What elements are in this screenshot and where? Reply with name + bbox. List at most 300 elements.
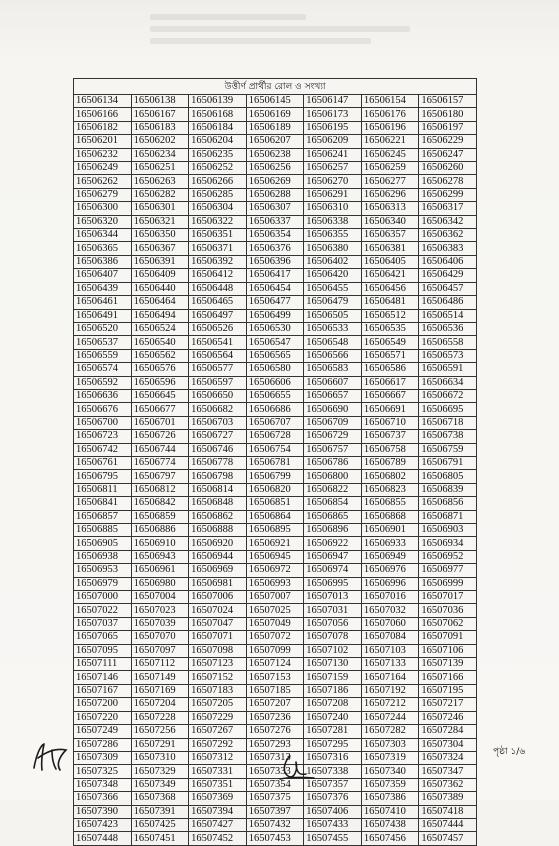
roll-number-cell: 16506533 <box>304 322 362 335</box>
roll-number-cell: 16506571 <box>361 349 419 362</box>
roll-number-cell: 16507390 <box>74 805 132 818</box>
roll-number-cell: 16506279 <box>74 188 132 201</box>
roll-number-cell: 16506455 <box>304 282 362 295</box>
roll-number-cell: 16507348 <box>74 778 132 791</box>
roll-number-cell: 16506229 <box>419 135 477 148</box>
roll-number-cell: 16506667 <box>361 389 419 402</box>
roll-number-cell: 16506405 <box>361 255 419 268</box>
roll-number-cell: 16506961 <box>131 564 189 577</box>
table-row <box>74 430 477 443</box>
roll-number-cell: 16506848 <box>189 497 247 510</box>
roll-number-cell: 16506260 <box>419 162 477 175</box>
roll-number-cell: 16507153 <box>246 671 304 684</box>
roll-number-cell: 16507293 <box>246 738 304 751</box>
roll-number-cell: 16506820 <box>246 483 304 496</box>
roll-number-cell: 16506497 <box>189 309 247 322</box>
roll-number-cell: 16507169 <box>131 684 189 697</box>
table-row <box>74 725 477 738</box>
table-body <box>74 95 477 846</box>
roll-number-cell: 16506597 <box>189 376 247 389</box>
table-row <box>74 121 477 134</box>
table-row <box>74 296 477 309</box>
roll-number-cell: 16506464 <box>131 296 189 309</box>
roll-number-cell: 16507228 <box>131 711 189 724</box>
table-header-row <box>74 79 477 95</box>
roll-number-cell: 16506938 <box>74 550 132 563</box>
roll-number-cell: 16506439 <box>74 282 132 295</box>
roll-number-cell: 16506288 <box>246 188 304 201</box>
roll-number-cell: 16506855 <box>361 497 419 510</box>
roll-number-cell: 16506285 <box>189 188 247 201</box>
roll-number-cell: 16506494 <box>131 309 189 322</box>
table-row <box>74 483 477 496</box>
roll-number-cell: 16507425 <box>131 818 189 831</box>
roll-number-cell: 16506744 <box>131 443 189 456</box>
roll-number-cell: 16506396 <box>246 255 304 268</box>
roll-number-cell: 16506802 <box>361 470 419 483</box>
roll-number-cell: 16506947 <box>304 550 362 563</box>
roll-number-cell: 16506607 <box>304 376 362 389</box>
roll-number-cell: 16507031 <box>304 604 362 617</box>
table-row <box>74 403 477 416</box>
roll-number-cell: 16507084 <box>361 631 419 644</box>
roll-number-cell: 16506757 <box>304 443 362 456</box>
roll-number-cell: 16506337 <box>246 215 304 228</box>
roll-number-cell: 16506691 <box>361 403 419 416</box>
roll-number-cell: 16506157 <box>419 95 477 108</box>
roll-number-cell: 16506868 <box>361 510 419 523</box>
roll-number-cell: 16506440 <box>131 282 189 295</box>
roll-number-cell: 16507167 <box>74 684 132 697</box>
table-row <box>74 95 477 108</box>
roll-number-cell: 16506798 <box>189 470 247 483</box>
roll-number-cell: 16507130 <box>304 658 362 671</box>
roll-number-cell: 16507448 <box>74 832 132 845</box>
roll-number-cell: 16507347 <box>419 765 477 778</box>
roll-number-cell: 16506262 <box>74 175 132 188</box>
roll-number-cell: 16506479 <box>304 296 362 309</box>
roll-number-cell: 16507452 <box>189 832 247 845</box>
roll-number-cell: 16507133 <box>361 658 419 671</box>
roll-number-cell: 16507267 <box>189 725 247 738</box>
roll-number-cell: 16506573 <box>419 349 477 362</box>
roll-number-cell: 16507256 <box>131 725 189 738</box>
roll-number-cell: 16507368 <box>131 792 189 805</box>
roll-number-cell: 16506234 <box>131 148 189 161</box>
roll-number-cell: 16507103 <box>361 644 419 657</box>
roll-number-cell: 16506707 <box>246 416 304 429</box>
roll-number-cell: 16506269 <box>246 175 304 188</box>
roll-number-cell: 16506636 <box>74 389 132 402</box>
roll-number-cell: 16507037 <box>74 617 132 630</box>
roll-number-cell: 16507240 <box>304 711 362 724</box>
roll-number-cell: 16506299 <box>419 188 477 201</box>
roll-number-cell: 16507406 <box>304 805 362 818</box>
roll-number-cell: 16506862 <box>189 510 247 523</box>
roll-number-cell: 16507438 <box>361 818 419 831</box>
roll-number-cell: 16506207 <box>246 135 304 148</box>
roll-number-cell: 16507146 <box>74 671 132 684</box>
roll-number-cell: 16507007 <box>246 591 304 604</box>
table-row <box>74 792 477 805</box>
roll-number-cell: 16506952 <box>419 550 477 563</box>
roll-number-cell: 16506905 <box>74 537 132 550</box>
roll-number-cell: 16507369 <box>189 792 247 805</box>
roll-number-cell: 16507313 <box>246 751 304 764</box>
roll-number-cell: 16506650 <box>189 389 247 402</box>
roll-number-cell: 16507433 <box>304 818 362 831</box>
roll-number-cell: 16507333 <box>246 765 304 778</box>
table-row <box>74 631 477 644</box>
roll-number-cell: 16507112 <box>131 658 189 671</box>
roll-number-cell: 16506701 <box>131 416 189 429</box>
roll-number-cell: 16506993 <box>246 577 304 590</box>
roll-number-cell: 16506232 <box>74 148 132 161</box>
roll-number-cell: 16507451 <box>131 832 189 845</box>
roll-number-cell: 16506910 <box>131 537 189 550</box>
roll-number-cell: 16506263 <box>131 175 189 188</box>
roll-number-cell: 16506933 <box>361 537 419 550</box>
roll-number-cell: 16507418 <box>419 805 477 818</box>
roll-number-cell: 16506797 <box>131 470 189 483</box>
roll-number-cell: 16506617 <box>361 376 419 389</box>
roll-number-cell: 16506823 <box>361 483 419 496</box>
roll-number-cell: 16506781 <box>246 456 304 469</box>
roll-number-cell: 16506202 <box>131 135 189 148</box>
roll-number-cell: 16507095 <box>74 644 132 657</box>
roll-number-cell: 16506953 <box>74 564 132 577</box>
roll-number-cell: 16507192 <box>361 684 419 697</box>
table-row <box>74 591 477 604</box>
roll-number-cell: 16506864 <box>246 510 304 523</box>
roll-number-cell: 16506822 <box>304 483 362 496</box>
roll-number-cell: 16506949 <box>361 550 419 563</box>
roll-number-cell: 16506238 <box>246 148 304 161</box>
roll-number-cell: 16506291 <box>304 188 362 201</box>
roll-number-cell: 16506169 <box>246 108 304 121</box>
roll-number-cell: 16506703 <box>189 416 247 429</box>
roll-number-cell: 16507212 <box>361 698 419 711</box>
roll-number-cell: 16507123 <box>189 658 247 671</box>
roll-number-cell: 16507432 <box>246 818 304 831</box>
roll-number-cell: 16507072 <box>246 631 304 644</box>
roll-number-cell: 16506402 <box>304 255 362 268</box>
roll-number-cell: 16506690 <box>304 403 362 416</box>
table-header: উত্তীর্ণ প্রার্থীর রোল ও সংখ্যা <box>74 79 477 95</box>
roll-number-cell: 16507070 <box>131 631 189 644</box>
roll-number-cell: 16507281 <box>304 725 362 738</box>
roll-number-cell: 16507312 <box>189 751 247 764</box>
roll-number-cell: 16507195 <box>419 684 477 697</box>
roll-number-cell: 16506350 <box>131 229 189 242</box>
table-row <box>74 456 477 469</box>
roll-number-cell: 16506839 <box>419 483 477 496</box>
roll-number-cell: 16506537 <box>74 336 132 349</box>
roll-number-cell: 16506857 <box>74 510 132 523</box>
roll-number-table <box>73 78 477 846</box>
roll-number-cell: 16506138 <box>131 95 189 108</box>
roll-number-cell: 16507099 <box>246 644 304 657</box>
roll-number-cell: 16506307 <box>246 202 304 215</box>
table-row <box>74 805 477 818</box>
roll-number-cell: 16506842 <box>131 497 189 510</box>
roll-number-cell: 16506851 <box>246 497 304 510</box>
table-row <box>74 604 477 617</box>
roll-number-cell: 16507047 <box>189 617 247 630</box>
roll-number-cell: 16506505 <box>304 309 362 322</box>
roll-number-cell: 16506811 <box>74 483 132 496</box>
roll-number-cell: 16506976 <box>361 564 419 577</box>
roll-number-cell: 16507397 <box>246 805 304 818</box>
roll-number-cell: 16506383 <box>419 242 477 255</box>
roll-number-cell: 16507056 <box>304 617 362 630</box>
roll-number-cell: 16506548 <box>304 336 362 349</box>
roll-number-cell: 16507357 <box>304 778 362 791</box>
roll-number-cell: 16506540 <box>131 336 189 349</box>
roll-number-cell: 16507023 <box>131 604 189 617</box>
roll-number-cell: 16507349 <box>131 778 189 791</box>
roll-number-cell: 16507338 <box>304 765 362 778</box>
roll-number-cell: 16506977 <box>419 564 477 577</box>
roll-number-cell: 16506577 <box>189 363 247 376</box>
roll-number-cell: 16506204 <box>189 135 247 148</box>
roll-number-cell: 16506922 <box>304 537 362 550</box>
roll-number-cell: 16507303 <box>361 738 419 751</box>
table-row <box>74 738 477 751</box>
roll-number-cell: 16506655 <box>246 389 304 402</box>
roll-number-cell: 16507013 <box>304 591 362 604</box>
roll-number-cell: 16507183 <box>189 684 247 697</box>
table-row <box>74 148 477 161</box>
roll-number-cell: 16506196 <box>361 121 419 134</box>
roll-number-cell: 16507164 <box>361 671 419 684</box>
roll-number-cell: 16506742 <box>74 443 132 456</box>
roll-number-cell: 16507024 <box>189 604 247 617</box>
roll-number-cell: 16506565 <box>246 349 304 362</box>
roll-number-cell: 16506195 <box>304 121 362 134</box>
roll-number-cell: 16506746 <box>189 443 247 456</box>
roll-number-cell: 16506168 <box>189 108 247 121</box>
table-row <box>74 617 477 630</box>
roll-number-cell: 16506477 <box>246 296 304 309</box>
roll-number-cell: 16507319 <box>361 751 419 764</box>
roll-number-cell: 16506943 <box>131 550 189 563</box>
roll-number-cell: 16507036 <box>419 604 477 617</box>
table-row <box>74 550 477 563</box>
roll-number-cell: 16507016 <box>361 591 419 604</box>
roll-number-cell: 16506270 <box>304 175 362 188</box>
roll-number-cell: 16506407 <box>74 269 132 282</box>
roll-number-cell: 16506591 <box>419 363 477 376</box>
roll-number-cell: 16506564 <box>189 349 247 362</box>
roll-number-cell: 16506249 <box>74 162 132 175</box>
roll-number-cell: 16506180 <box>419 108 477 121</box>
roll-number-cell: 16506412 <box>189 269 247 282</box>
roll-number-cell: 16507111 <box>74 658 132 671</box>
table-row <box>74 229 477 242</box>
roll-number-cell: 16507304 <box>419 738 477 751</box>
roll-number-cell: 16506729 <box>304 430 362 443</box>
roll-number-cell: 16506486 <box>419 296 477 309</box>
roll-number-cell: 16507366 <box>74 792 132 805</box>
roll-number-cell: 16507152 <box>189 671 247 684</box>
roll-number-cell: 16506921 <box>246 537 304 550</box>
roll-number-cell: 16506979 <box>74 577 132 590</box>
roll-number-cell: 16507423 <box>74 818 132 831</box>
roll-number-cell: 16507389 <box>419 792 477 805</box>
roll-number-cell: 16506420 <box>304 269 362 282</box>
roll-number-cell: 16506606 <box>246 376 304 389</box>
roll-number-cell: 16506886 <box>131 524 189 537</box>
roll-number-cell: 16506723 <box>74 430 132 443</box>
roll-number-cell: 16506241 <box>304 148 362 161</box>
table-row <box>74 322 477 335</box>
table-row <box>74 443 477 456</box>
table-row <box>74 282 477 295</box>
bleed-through-text <box>150 8 410 68</box>
roll-number-cell: 16507427 <box>189 818 247 831</box>
roll-number-cell: 16506737 <box>361 430 419 443</box>
roll-number-cell: 16506634 <box>419 376 477 389</box>
roll-number-cell: 16506799 <box>246 470 304 483</box>
roll-number-cell: 16507022 <box>74 604 132 617</box>
roll-number-cell: 16506355 <box>304 229 362 242</box>
table-row <box>74 349 477 362</box>
roll-number-cell: 16506795 <box>74 470 132 483</box>
roll-number-cell: 16506576 <box>131 363 189 376</box>
roll-number-cell: 16507186 <box>304 684 362 697</box>
roll-number-cell: 16506672 <box>419 389 477 402</box>
roll-number-cell: 16506417 <box>246 269 304 282</box>
roll-number-cell: 16506322 <box>189 215 247 228</box>
table-row <box>74 537 477 550</box>
roll-number-cell: 16507276 <box>246 725 304 738</box>
roll-number-cell: 16506184 <box>189 121 247 134</box>
roll-number-cell: 16507200 <box>74 698 132 711</box>
roll-number-cell: 16506895 <box>246 524 304 537</box>
roll-number-cell: 16507124 <box>246 658 304 671</box>
roll-number-cell: 16506856 <box>419 497 477 510</box>
roll-number-cell: 16506778 <box>189 456 247 469</box>
roll-number-cell: 16506259 <box>361 162 419 175</box>
roll-number-cell: 16506759 <box>419 443 477 456</box>
roll-number-cell: 16506176 <box>361 108 419 121</box>
roll-number-cell: 16506354 <box>246 229 304 242</box>
roll-number-cell: 16507455 <box>304 832 362 845</box>
roll-number-cell: 16507217 <box>419 698 477 711</box>
roll-number-cell: 16506197 <box>419 121 477 134</box>
roll-number-cell: 16507062 <box>419 617 477 630</box>
roll-number-cell: 16506310 <box>304 202 362 215</box>
table-row <box>74 765 477 778</box>
roll-number-cell: 16507102 <box>304 644 362 657</box>
roll-number-cell: 16507078 <box>304 631 362 644</box>
roll-number-cell: 16507325 <box>74 765 132 778</box>
table-row <box>74 832 477 845</box>
roll-number-cell: 16506657 <box>304 389 362 402</box>
roll-number-cell: 16506320 <box>74 215 132 228</box>
roll-number-cell: 16506981 <box>189 577 247 590</box>
table-row <box>74 497 477 510</box>
roll-number-cell: 16506920 <box>189 537 247 550</box>
roll-number-cell: 16506574 <box>74 363 132 376</box>
roll-number-cell: 16506677 <box>131 403 189 416</box>
roll-number-cell: 16506526 <box>189 322 247 335</box>
roll-number-cell: 16507359 <box>361 778 419 791</box>
roll-number-cell: 16506317 <box>419 202 477 215</box>
roll-number-cell: 16507444 <box>419 818 477 831</box>
roll-number-cell: 16507006 <box>189 591 247 604</box>
roll-number-cell: 16506456 <box>361 282 419 295</box>
roll-number-cell: 16507391 <box>131 805 189 818</box>
roll-number-cell: 16507032 <box>361 604 419 617</box>
roll-number-cell: 16506865 <box>304 510 362 523</box>
roll-number-cell: 16506465 <box>189 296 247 309</box>
roll-number-cell: 16506854 <box>304 497 362 510</box>
roll-number-cell: 16506491 <box>74 309 132 322</box>
roll-number-cell: 16507025 <box>246 604 304 617</box>
table-row <box>74 658 477 671</box>
table-row <box>74 376 477 389</box>
roll-number-cell: 16507000 <box>74 591 132 604</box>
roll-number-cell: 16507329 <box>131 765 189 778</box>
table-row <box>74 564 477 577</box>
roll-number-cell: 16506974 <box>304 564 362 577</box>
roll-number-cell: 16506754 <box>246 443 304 456</box>
roll-number-cell: 16506145 <box>246 95 304 108</box>
roll-number-cell: 16506761 <box>74 456 132 469</box>
roll-number-cell: 16507249 <box>74 725 132 738</box>
table-row <box>74 135 477 148</box>
table-row <box>74 162 477 175</box>
roll-number-cell: 16506183 <box>131 121 189 134</box>
roll-number-cell: 16506791 <box>419 456 477 469</box>
table-row <box>74 175 477 188</box>
roll-number-cell: 16507284 <box>419 725 477 738</box>
roll-number-cell: 16506896 <box>304 524 362 537</box>
roll-number-cell: 16507159 <box>304 671 362 684</box>
roll-number-cell: 16506429 <box>419 269 477 282</box>
roll-number-cell: 16506266 <box>189 175 247 188</box>
table-row <box>74 336 477 349</box>
roll-number-cell: 16507410 <box>361 805 419 818</box>
roll-number-cell: 16506338 <box>304 215 362 228</box>
roll-number-cell: 16506972 <box>246 564 304 577</box>
roll-number-cell: 16506871 <box>419 510 477 523</box>
roll-number-cell: 16506586 <box>361 363 419 376</box>
roll-number-cell: 16506147 <box>304 95 362 108</box>
roll-number-cell: 16506726 <box>131 430 189 443</box>
roll-number-cell: 16506944 <box>189 550 247 563</box>
table-row <box>74 363 477 376</box>
roll-number-cell: 16506547 <box>246 336 304 349</box>
roll-number-cell: 16507065 <box>74 631 132 644</box>
roll-number-cell: 16506728 <box>246 430 304 443</box>
table-row <box>74 510 477 523</box>
roll-number-cell: 16506381 <box>361 242 419 255</box>
roll-number-cell: 16506173 <box>304 108 362 121</box>
roll-number-cell: 16506221 <box>361 135 419 148</box>
roll-number-cell: 16506409 <box>131 269 189 282</box>
roll-number-cell: 16506340 <box>361 215 419 228</box>
roll-number-cell: 16506301 <box>131 202 189 215</box>
roll-number-cell: 16506996 <box>361 577 419 590</box>
roll-number-cell: 16506541 <box>189 336 247 349</box>
roll-number-cell: 16506903 <box>419 524 477 537</box>
roll-number-cell: 16506235 <box>189 148 247 161</box>
table-row <box>74 684 477 697</box>
roll-number-cell: 16507204 <box>131 698 189 711</box>
